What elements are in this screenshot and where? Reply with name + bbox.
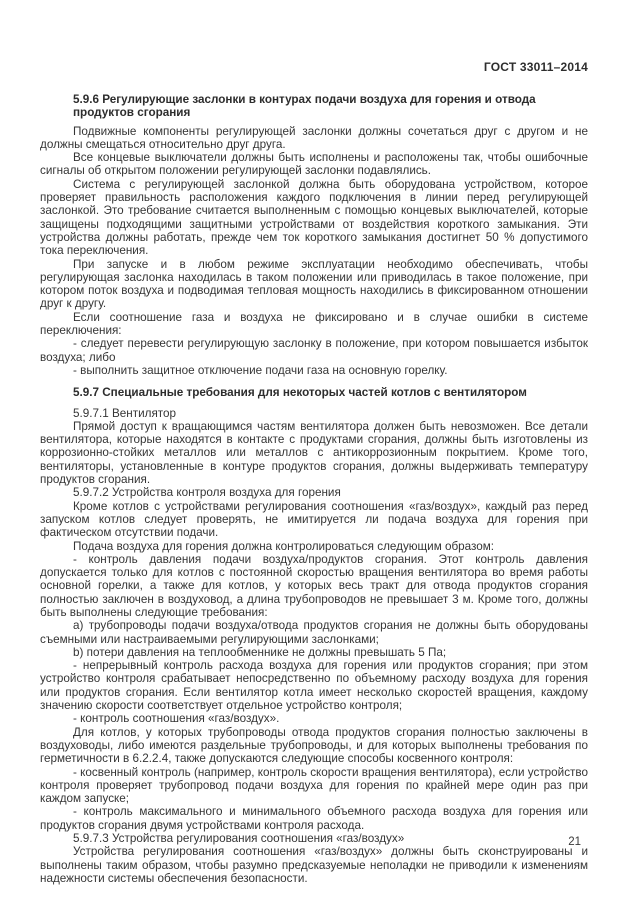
page-number: 21 bbox=[568, 836, 581, 848]
list-item-a: а) трубопроводы подачи воздуха/отвода продуктов сгорания не должны быть оборудованы съемными или настраиваемыми регулирующими заслонками; bbox=[40, 619, 588, 646]
paragraph: Подача воздуха для горения должна контролироваться следующим образом: bbox=[73, 539, 495, 553]
list-item: - следует перевести регулирующую заслонку в положение, при котором повышается избыток воздуха; либо bbox=[40, 337, 588, 364]
list-item: - непрерывный контроль расхода воздуха для горения или продуктов сгорания; при этом устройство контроля срабатывает непосредственно по объемному расходу воздуха для горения или продуктов сгорания. Если вентилятор котла имеет несколько скоростей вращения, каждому значению скорости соответствует отдельное устройство контроля; bbox=[40, 659, 588, 713]
paragraph: Если соотношение газа и воздуха не фиксировано и в случае ошибки в системе переключения: bbox=[40, 310, 588, 338]
document-number: ГОСТ 33011–2014 bbox=[483, 60, 588, 74]
list-item: - контроль соотношения «газ/воздух». bbox=[73, 712, 280, 726]
paragraph: Прямой доступ к вращающимся частям вентилятора должен быть невозможен. Все детали вентилятора, которые находятся в контакте с продуктами сгорания, должны быть изготовлены из коррозионно-стойких металлов или металлов с антикоррозионным покрытием. Кроме того, вентиляторы, установленные в контуре продуктов сгорания, должны выдерживать температуру продуктов сгорания. bbox=[40, 419, 588, 487]
list-item: - косвенный контроль (например, контроль скорости вращения вентилятора), если устройство контроля проверяет трубопровод подачи воздуха для горения по крайней мере один раз при каждом запуске; bbox=[40, 765, 588, 806]
subclause-title-5-9-7-3: 5.9.7.3 Устройства регулирования соотношения «газ/воздух» bbox=[73, 832, 405, 846]
list-item: - контроль максимального и минимального объемного расхода воздуха для горения или продуктов сгорания двумя устройствами контроля расхода. bbox=[40, 805, 588, 832]
section-heading-5-9-6: 5.9.6 Регулирующие заслонки в контурах подачи воздуха для горения и отвода продуктов сгорания bbox=[73, 93, 536, 120]
document-body bbox=[40, 93, 588, 885]
paragraph: Для котлов, у которых трубопроводы отвода продуктов сгорания полностью заключены в воздуховоды, либо имеются раздельные трубопроводы, и для которых выполнены требования по герметичности в 6.2.2.4, также допускаются следующие способы косвенного контроля: bbox=[40, 725, 588, 766]
list-item-b: b) потери давления на теплообменнике не должны превышать 5 Па; bbox=[73, 645, 447, 659]
paragraph: Устройства регулирования соотношения «газ/воздух» должны быть сконструированы и выполнены таким образом, чтобы разумно предсказуемые неполадки не приводили к изменениям надежности системы обеспечения безопасности. bbox=[40, 845, 588, 885]
paragraph: Подвижные компоненты регулирующей заслонки должны сочетаться друг с другом и не должны смещаться относительно друг друга. bbox=[40, 124, 588, 151]
paragraph: Кроме котлов с устройствами регулирования соотношения «газ/воздух», каждый раз перед запуском котлов следует проверять, не имитируется ли подача воздуха для горения при фактическом отсутствии подачи. bbox=[40, 499, 588, 540]
subclause-title-5-9-7-1: 5.9.7.1 Вентилятор bbox=[73, 406, 176, 420]
list-item: - контроль давления подачи воздуха/продуктов сгорания. Этот контроль давления допускается только для котлов с постоянной скоростью вращения вентилятора во время работы основной горелки, а также для котлов, у которых весь тракт для отвода продуктов сгорания полностью заключен в воздуховод, а длина трубопроводов не превышает 3 м. Кроме того, должны быть выполнены следующие требования: bbox=[40, 552, 588, 619]
subclause-title-5-9-7-2: 5.9.7.2 Устройства контроля воздуха для горения bbox=[73, 486, 341, 500]
list-item: - выполнить защитное отключение подачи газа на основную горелку. bbox=[73, 363, 448, 377]
paragraph: Система с регулирующей заслонкой должна быть оборудована устройством, которое проверяет правильность расположения каждого подключения в линии перед регулирующей заслонкой. Это требование считается выполненным с помощью концевых выключателей, которые защищены подходящими защитными устройствами от воздействия короткого замыкания. Эти устройства должны работать, прежде чем ток короткого замыкания достигнет 50 % допустимого тока переключения. bbox=[40, 177, 588, 258]
paragraph: Все концевые выключатели должны быть исполнены и расположены так, чтобы ошибочные сигналы об открытом положении регулирующей заслонки подавлялись. bbox=[40, 151, 588, 178]
section-heading-5-9-7: 5.9.7 Специальные требования для некоторых частей котлов с вентилятором bbox=[73, 386, 527, 400]
paragraph: При запуске и в любом режиме эксплуатации необходимо обеспечивать, чтобы регулирующая заслонка находилась в таком положении или приводилась в такое положение, при котором поток воздуха и подводимая тепловая мощность находились в фиксированном отношении друг к другу. bbox=[40, 257, 588, 311]
